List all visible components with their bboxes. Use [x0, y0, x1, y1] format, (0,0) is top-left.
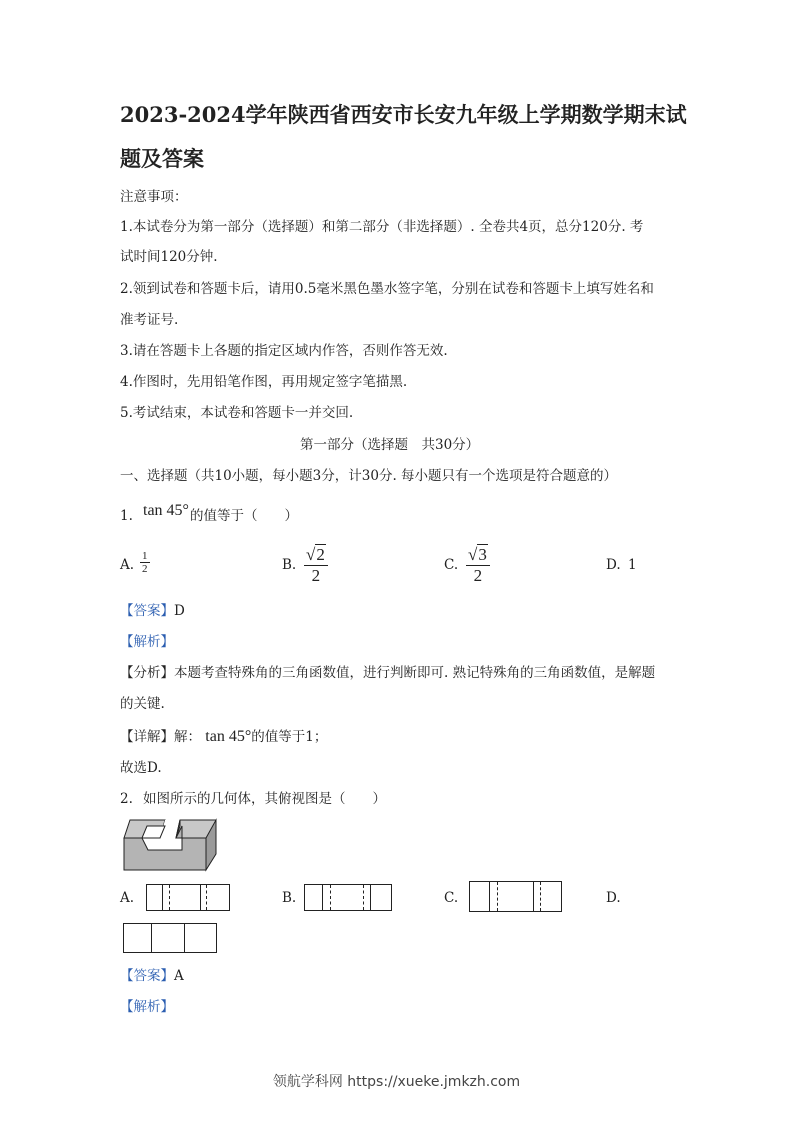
q1-fenxi-b: 的关键.	[120, 696, 165, 712]
q2-option-c-label: C.	[444, 890, 459, 906]
q1-fenxi-a	[120, 664, 655, 682]
notice-5: 5.考试结束，本试卷和答题卡一并交回.	[120, 405, 354, 421]
q2-option-b-figure	[304, 884, 392, 911]
notice-1b: 试时间120分钟.	[120, 249, 218, 265]
section1-heading: 一、选择题（共10小题，每小题3分，计30分. 每小题只有一个选项是符合题意的）	[120, 468, 618, 484]
q2-answer-value: A	[174, 968, 184, 984]
figure-cell	[371, 885, 389, 910]
notice-2b: 准考证号.	[120, 312, 179, 328]
q1-text: 的值等于（ ）	[190, 508, 298, 524]
q1-option-b-radicand: 2	[316, 545, 325, 564]
figure-cell	[541, 882, 559, 911]
q1-option-c-radicand: 3	[478, 545, 487, 564]
figure-cell	[207, 885, 227, 910]
q1-option-c-numerator	[466, 545, 490, 566]
q2-text: 如图所示的几何体，其俯视图是（ ）	[143, 791, 386, 807]
sqrt-symbol: √3	[468, 545, 487, 564]
part1-heading: 第一部分（选择题 共30分）	[300, 437, 480, 453]
q2-option-a-label: A.	[120, 890, 135, 906]
figure-cell	[147, 885, 163, 910]
q1-number: 1.	[120, 508, 133, 524]
figure-cell	[163, 885, 170, 910]
figure-cell	[124, 924, 152, 952]
figure-cell	[498, 882, 534, 911]
figure-cell	[490, 882, 498, 911]
figure-cell	[364, 885, 371, 910]
q1-answer	[120, 602, 185, 620]
q1-option-c-denominator: 2	[473, 566, 483, 585]
q2-option-d-label: D.	[606, 890, 621, 906]
q1-option-d-label: D.	[606, 557, 621, 573]
sqrt-symbol: √2	[306, 545, 325, 564]
q1-xiangjie-expression: tan 45°	[205, 728, 252, 745]
notice-1a: 1.本试卷分为第一部分（选择题）和第二部分（非选择题）. 全卷共4页，总分120分. 考	[120, 219, 644, 235]
q1-conclusion: 故选D.	[120, 760, 162, 776]
figure-cell	[470, 882, 490, 911]
q2-answer	[120, 967, 184, 985]
page-footer: 领航学科网 https://xueke.jmkzh.com	[272, 1074, 521, 1090]
q1-xiangjie-post: 的值等于1；	[251, 729, 328, 745]
q1-xiangjie	[120, 728, 327, 746]
q1-analysis-tag: 【解析】	[120, 634, 174, 650]
notice-4: 4.作图时，先用铅笔作图，再用规定签字笔描黑.	[120, 374, 408, 390]
q1-xiangjie-tag: 【详解】	[120, 729, 174, 745]
q1-option-b-label: B.	[282, 557, 297, 573]
figure-cell	[323, 885, 331, 910]
notice-3: 3.请在答题卡上各题的指定区域内作答，否则作答无效.	[120, 343, 448, 359]
figure-cell	[534, 882, 541, 911]
figure-cell	[331, 885, 364, 910]
q1-fenxi-text-a: 本题考查特殊角的三角函数值，进行判断即可. 熟记特殊角的三角函数值，是解题	[174, 665, 656, 681]
figure-cell	[170, 885, 201, 910]
q2-option-b-label: B.	[282, 890, 297, 906]
q1-option-b-fraction	[304, 545, 328, 586]
q1-option-c-label: C.	[444, 557, 459, 573]
q1-option-a-numerator: 1	[142, 550, 148, 562]
doc-title-line2: 题及答案	[120, 146, 204, 171]
q1-option-c-fraction	[466, 545, 490, 586]
figure-cell	[152, 924, 185, 952]
q2-option-c-figure	[469, 881, 562, 912]
q1-answer-tag: 【答案】	[120, 603, 174, 619]
notice-2a: 2.领到试卷和答题卡后，请用0.5毫米黑色墨水签字笔，分别在试卷和答题卡上填写姓名和	[120, 281, 654, 297]
q2-analysis-tag: 【解析】	[120, 999, 174, 1015]
q2-number: 2.	[120, 791, 133, 807]
q1-fenxi-tag: 【分析】	[120, 665, 174, 681]
q1-option-d-value: 1	[628, 557, 637, 573]
q1-expression: tan 45°	[143, 502, 189, 519]
q1-option-a-fraction	[140, 550, 150, 575]
q1-option-a-label: A.	[120, 557, 135, 573]
q1-xiangjie-pre: 解：	[174, 729, 201, 745]
doc-title-line1: 2023-2024学年陕西省西安市长安九年级上学期数学期末试	[120, 102, 687, 127]
figure-cell	[185, 924, 214, 952]
q2-option-d-figure	[123, 923, 217, 953]
q2-solid-figure	[120, 814, 220, 874]
q2-option-a-figure	[146, 884, 230, 911]
figure-cell	[305, 885, 323, 910]
q1-answer-value: D	[174, 603, 185, 619]
q1-option-b-denominator: 2	[311, 566, 321, 585]
q1-option-a-denominator: 2	[142, 563, 148, 575]
q1-option-b-numerator	[304, 545, 328, 566]
notice-heading: 注意事项：	[120, 189, 188, 205]
q2-answer-tag: 【答案】	[120, 968, 174, 984]
